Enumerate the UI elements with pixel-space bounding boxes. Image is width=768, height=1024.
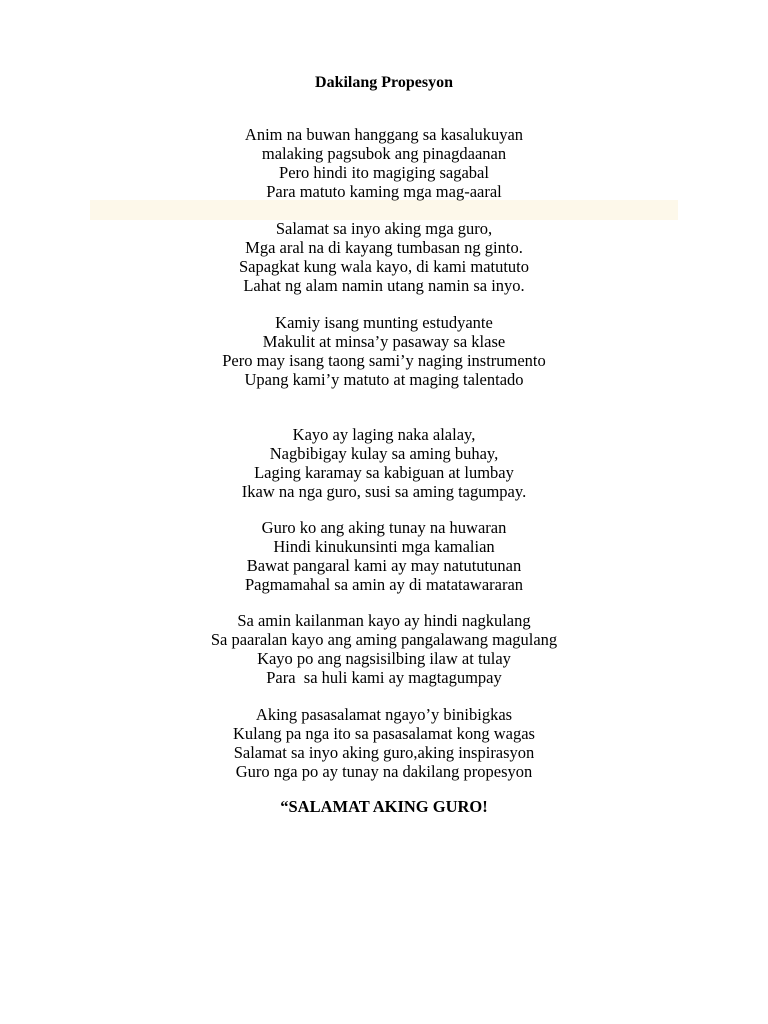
poem-line: Ikaw na nga guro, susi sa aming tagumpay. — [241, 482, 527, 501]
poem-line: Para matuto kaming mga mag-aaral — [266, 182, 502, 201]
stanza-1 — [0, 125, 768, 201]
poem-line: Kayo ay laging naka alalay, — [292, 425, 476, 444]
poem-line: malaking pagsubok ang pinagdaanan — [261, 144, 507, 163]
poem-line: Salamat sa inyo aking mga guro, — [275, 219, 493, 238]
stanza-6 — [0, 611, 768, 687]
highlight-band — [90, 200, 678, 220]
poem-line: Pero may isang taong sami’y naging instrumento — [222, 351, 546, 370]
poem-line: Upang kami’y matuto at maging talentado — [244, 370, 524, 389]
poem-line: Kulang pa nga ito sa pasasalamat kong wagas — [233, 724, 535, 743]
poem-line: Sa paaralan kayo ang aming pangalawang magulang — [210, 630, 558, 649]
poem-line: Sa amin kailanman kayo ay hindi nagkulang — [237, 611, 531, 630]
poem-line: Salamat sa inyo aking guro,aking inspirasyon — [233, 743, 535, 762]
stanza-7 — [0, 705, 768, 781]
poem-line: Bawat pangaral kami ay may natututunan — [246, 556, 522, 575]
poem-line: Lahat ng alam namin utang namin sa inyo. — [243, 276, 525, 295]
poem-line: Pagmamahal sa amin ay di matatawararan — [244, 575, 524, 594]
stanza-2 — [0, 219, 768, 295]
poem-line: Sapagkat kung wala kayo, di kami matututo — [238, 257, 530, 276]
poem-line: Para sa huli kami ay magtagumpay — [266, 668, 502, 687]
poem-line: Aking pasasalamat ngayo’y binibigkas — [255, 705, 513, 724]
poem-line: Pero hindi ito magiging sagabal — [279, 163, 489, 182]
closing-line: “SALAMAT AKING GURO! — [280, 797, 488, 816]
stanza-3 — [0, 313, 768, 389]
poem-line: Makulit at minsa’y pasaway sa klase — [262, 332, 506, 351]
stanza-5 — [0, 518, 768, 594]
poem-title: Dakilang Propesyon — [315, 74, 453, 91]
poem-line: Kamiy isang munting estudyante — [275, 313, 493, 332]
stanza-4 — [0, 425, 768, 501]
poem-line: Guro nga po ay tunay na dakilang propesyon — [235, 762, 533, 781]
poem-line: Hindi kinukunsinti mga kamalian — [273, 537, 495, 556]
poem-line: Laging karamay sa kabiguan at lumbay — [254, 463, 514, 482]
poem-line: Mga aral na di kayang tumbasan ng ginto. — [245, 238, 523, 257]
poem-line: Nagbibigay kulay sa aming buhay, — [269, 444, 499, 463]
poem-line: Kayo po ang nagsisilbing ilaw at tulay — [257, 649, 511, 668]
poem-line: Guro ko ang aking tunay na huwaran — [261, 518, 507, 537]
poem-line: Anim na buwan hanggang sa kasalukuyan — [244, 125, 524, 144]
